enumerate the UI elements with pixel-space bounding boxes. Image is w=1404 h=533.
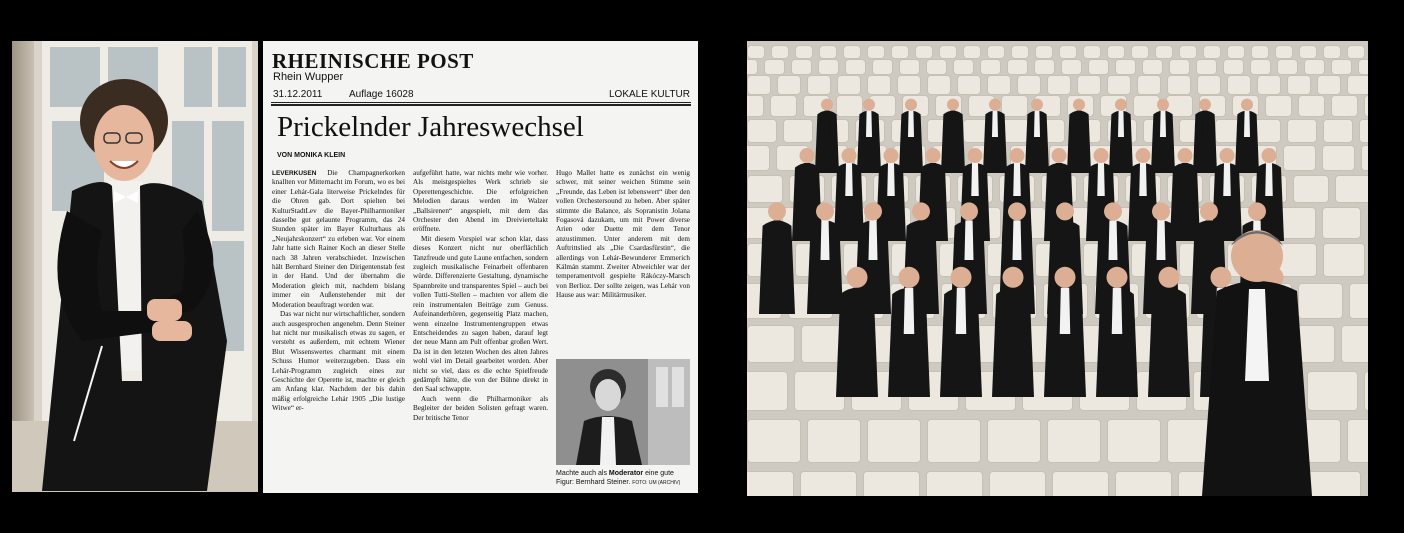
article-column-1 (272, 169, 405, 414)
paragraph: Auch wenn die Philharmoniker als Begleiter der beiden Solisten gefragt waren. Der britische Tenor (413, 394, 548, 422)
musician (1067, 99, 1091, 173)
musician (899, 99, 923, 173)
dateline: LEVERKUSEN (272, 170, 317, 177)
header-rule-thick (271, 104, 691, 106)
conductor-photo (12, 41, 258, 492)
musician (815, 99, 839, 173)
musician (983, 99, 1007, 173)
article-column-3 (556, 169, 690, 301)
photo-caption: Machte auch als Moderator eine gute Figur: Bernhard Steiner. FOTO: UM (ARCHIV) (556, 470, 681, 486)
musician (1193, 99, 1217, 173)
orchestra-photo (747, 41, 1368, 496)
article-column-2 (413, 169, 548, 423)
moderator-photo (556, 359, 690, 465)
issue-date: 31.12.2011 (273, 89, 323, 100)
article-headline: Prickelnder Jahreswechsel (277, 111, 584, 143)
musician (759, 202, 795, 314)
paragraph: Mit diesem Vorspiel war schon klar, dass dieses Konzert nicht nur oberflächlich Tanzfreude und gute Laune entfachen, sondern zugleich musikalische Feinarbeit offenbaren würde. Differenzierte Gestaltung, dynamische Spannbreite und transparentes Spiel – auch bei vollen Tutti-Stellen – machten vor allem die rein instrumentalen Beiträge zum Genuss. Aufeinanderhören, gegenseitig Platz machen, wenn einzelne Instrumentengruppen etwas Entscheidendes zu sagen haben, darauf legt der neue Mann am Pult offenbar großen Wert. Da ist in den letzten Wochen des alten Jahres wohl viel im Detail gearbeitet worden. Aber nicht so viel, dass es die echte Spielfreude gedämpft hätte, die von der Bühne direkt in den Saal schwappte. (413, 234, 548, 394)
header-rule (271, 102, 691, 103)
musician (1151, 99, 1175, 173)
musician (1025, 99, 1049, 173)
newspaper-edition: Rhein Wupper (273, 71, 344, 83)
newspaper-masthead: RHEINISCHE POST (272, 49, 474, 73)
paragraph: aufgeführt hatte, war nichts mehr wie vorher. Als meistgespieltes Werk schrieb sie Operettengeschichte. Die erfolgreichen Melodien daraus werden im Walzer „Ballsirenen“ angespielt, mit dem das Orchester den Abend im Dreivierteltakt eröffnete. (413, 169, 548, 234)
musician (857, 99, 881, 173)
musician (941, 99, 965, 173)
circulation-label: Auflage 16028 (349, 89, 414, 100)
musician (1109, 99, 1133, 173)
conductor-figure (12, 41, 258, 492)
newspaper-clipping (263, 41, 698, 493)
section-label: LOKALE KULTUR (609, 89, 690, 100)
paragraph: LEVERKUSEN Die Champagnerkorken knallten vor Mitternacht im Forum, wo es bei einer Lehár-Gala literweise Prickelndes für die Ohren gab. Dort spielten bei KulturStadtLev die Bayer-Philharmoniker dasselbe gut gelaunte Programm, das 24 Stunden später im Bayer Kulturhaus als „Neujahrskonzert“ zu erleben war. Vor einem Jahr hatte sich Rainer Koch an dieser Stelle nach 38 Jahren verabschiedet. Inzwischen hält Bernhard Steiner den Dirigentenstab fest in der Hand. Und der übernahm die Moderation gleich mit, nachdem bislang immer ein Außenstehender mit der Moderation beauftragt worden war. (272, 169, 405, 309)
musician (1235, 99, 1259, 173)
article-byline: VON MONIKA KLEIN (277, 152, 346, 159)
paragraph: Das war nicht nur wirtschaftlicher, sondern auch ausgesprochen angenehm. Denn Steiner hat nicht nur musikalisch etwas zu sagen, er versteht es außerdem, mit echtem Wiener Blut Wissenswertes charmant mit einem Schuss Humor weiterzugeben. Dass ein Lehár-Programm zugleich eines zur Geschichte der Operette ist, machte er gleich am Anfang klar. Nachdem der bis dahin mäßig erfolgreiche Lehár 1905 „Die lustige Witwe“ er- (272, 310, 405, 413)
paragraph: Hugo Mallet hatte es zunächst ein wenig schwer, mit seiner weichen Stimme sein „Freunde, das Leben ist lebenswert“ über den vollen Orchestersound zu heben. Aber später stimmte die Balance, als Sopranistin Jolana Fogasová dazukam, um mit Power diverse Arien oder Duette mit dem Tenor anzustimmen. Unter anderem mit dem Auftrittslied als „Die Csardasfürstin“, die allerdings von Lehár-Bewunderer Emmerich Kálmán stammt. Zweiter Abweichler war der temperamentvoll gespielte Rákóczy-Marsch von Berlioz. Der sollte zeigen, was Lehár von Hause aus war: Militärmusiker. (556, 169, 690, 300)
photo-credit: FOTO: UM (ARCHIV) (632, 480, 681, 486)
orchestra-group (747, 41, 1368, 496)
